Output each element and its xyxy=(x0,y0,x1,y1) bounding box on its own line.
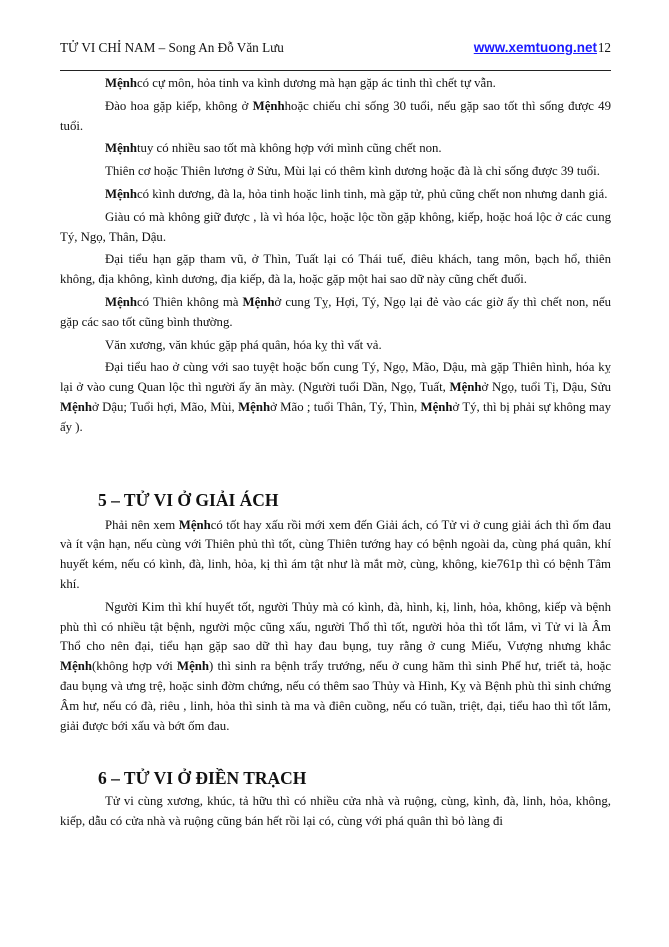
paragraph: Mệnhtuy có nhiều sao tốt mà không hợp với mình cũng chết non. xyxy=(105,141,442,156)
paragraph: Tử vi cùng xương, khúc, tả hữu thì có nhiều cửa nhà và ruộng, cùng, kình, đà, linh, hỏa, không, kiếp, dẫu có cửa nhà và ruộng cũng bán hết rồi lại có, cùng với phá quân thì bỏ làng đi xyxy=(60,794,611,829)
paragraph: Văn xương, văn khúc gặp phá quân, hóa kỵ thì vất vả. xyxy=(105,337,382,352)
paragraph: Đào hoa gặp kiếp, không ở Mệnhhoặc chiếu chỉ sống 30 tuổi, nếu gặp sao tốt thì sống được 49 tuổi. xyxy=(60,98,611,133)
paragraph: Mệnhcó cự môn, hỏa tinh va kình dương mà hạn gặp ác tinh thì chết tự vẫn. xyxy=(105,76,496,90)
paragraph: Mệnhcó kình dương, đà la, hỏa tinh hoặc linh tinh, mà gặp tử, phủ cũng chết non nhưng danh giá. xyxy=(105,186,608,201)
section-dien-trach-body xyxy=(60,792,611,832)
header-rule xyxy=(60,70,611,71)
page-number: 12 xyxy=(597,40,611,55)
website-link[interactable]: www.xemtuong.net xyxy=(473,40,597,55)
section-giai-ach-body xyxy=(60,516,611,737)
section-heading-dien-trach: 6 – TỬ VI Ở ĐIỀN TRẠCH xyxy=(98,768,307,789)
page-content xyxy=(60,74,611,832)
paragraph: Mệnhcó Thiên không mà Mệnhở cung Tỵ, Hợi, Tý, Ngọ lại đẻ vào các giờ ấy thì chết non, nếu gặp các sao tốt cũng bình thường. xyxy=(60,294,611,329)
paragraph: Đại tiểu hạn gặp tham vũ, ở Thìn, Tuất lại có Thái tuế, điêu khách, tang môn, bạch hổ, thiên không, địa không, kình dương, địa kiếp, đà la, hoặc gặp một hai sao dữ này cũng chết đuối. xyxy=(60,252,611,287)
paragraph: Phải nên xem Mệnhcó tốt hay xấu rồi mới xem đến Giải ách, có Tử vi ở cung giải ách thì ốm đau và ít vận hạn, nếu cùng với Thiên phủ thì tốt, cùng Thiên tướng hay có bệnh ngoài da, cùng phá quân, khí huyết kém, nếu có kình, đà, linh, hỏa, kị thì ám tật như là mắt mờ, cùng, không, kie761p thì có bệnh Tâm khí. xyxy=(60,517,611,591)
book-title: TỬ VI CHỈ NAM – Song An Đỗ Văn Lưu xyxy=(60,40,284,55)
paragraph: Người Kim thì khí huyết tốt, người Thủy mà có kình, đà, hình, kị, linh, hỏa, không, kiếp và bệnh phù thì có nhiều tật bệnh, người mộc cũng xấu, người Thổ thì tốt, người hỏa thì tốt lắm, vì Tử vi là Âm Thổ cho nên đại, tiểu hạn gặp sao dữ thì hay đau bụng, tuy rằng ở cung Miếu, Vượng nhưng khắc Mệnh(không hợp với Mệnh) thì sinh ra bệnh trẩy trướng, nếu ở cung hãm thì sinh Phế hư, triết tả, hoặc đau bụng và ưng trệ, hoặc sinh đờm chứng, nếu có thêm sao Thủy và Hình, Kỵ và Bệnh phù thì sinh chứng Âm hư, nếu có đà, riêu , linh, hỏa thì sinh tà ma và điên cuồng, nếu có tuần, triệt, đại, tiểu hao thì tốt lắm, giải được bới xấu và bớt ốm đau. xyxy=(60,599,612,733)
section-heading-giai-ach: 5 – TỬ VI Ở GIẢI ÁCH xyxy=(98,489,279,510)
page-header xyxy=(60,40,611,60)
intro-paragraphs xyxy=(60,74,611,438)
paragraph: Giàu có mà không giữ được , là vì hóa lộc, hoặc lộc tồn gặp không, kiếp, hoặc hoá lộc ở các cung Tý, Ngọ, Thân, Dậu. xyxy=(60,209,611,244)
paragraph: Thiên cơ hoặc Thiên lương ở Sửu, Mùi lại có thêm kình dương hoặc đà là chỉ sống được 39 tuổi. xyxy=(105,164,600,179)
paragraph: Đại tiểu hao ở cùng với sao tuyệt hoặc bốn cung Tý, Ngọ, Mão, Dậu, mà gặp Thiên hình, hóa kỵ lại ở vào cung Quan lộc thì người ấy ăn mày. (Người tuổi Dần, Ngọ, Tuất, Mệnhở Ngọ, tuổi Tị, Dậu, Sửu Mệnhở Dậu; Tuổi hợi, Mão, Mùi, Mệnhở Mão ; tuổi Thân, Tý, Thìn, Mệnhở Tý, thì bị phải sự không may ấy ). xyxy=(60,360,612,434)
